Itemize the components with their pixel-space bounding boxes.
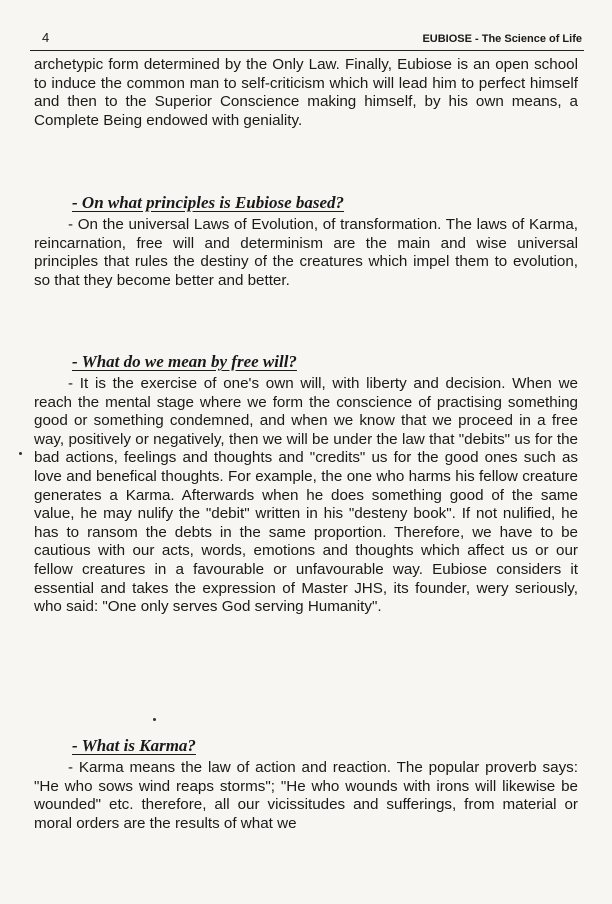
page-number: 4 xyxy=(42,30,50,45)
section-body-text: - It is the exercise of one's own will, with liberty and decision. When we reach the mental stage where we form the conscience of practising something good or something condemned, and when we know that we proceed in a free way, positively or negatively, then we will be under the law that "debits" us for the bad actions, feelings and thoughts and "credits" us for the good ones such as love and benefical thoughts. For example, the one who harms his fellow creature generates a Karma. Afterwards when he does something good of the same value, he may nulify the "debit" written in his "desteny book". If not nulified, he has to ransom the debts in the same proportion. Therefore, we have to be cautious with our acts, words, emotions and thoughts which affect us or our fellow creatures in a favourable or unfavourable way. Eubiose considers it essential and takes the expression of Master JHS, its founder, wery seriously, who said: "One only serves God serving Humanity". xyxy=(34,375,578,616)
section-heading: - What is Karma? xyxy=(72,736,196,755)
section-free-will xyxy=(34,352,578,617)
section-body xyxy=(34,759,578,833)
page-header xyxy=(30,30,584,51)
intro-paragraph-block xyxy=(34,56,578,130)
section-karma xyxy=(34,736,578,833)
print-speck xyxy=(153,718,156,721)
section-heading: - On what principles is Eubiose based? xyxy=(72,193,345,212)
section-body-text: - Karma means the law of action and reaction. The popular proverb says: "He who sows wind reaps storms"; "He who wounds with irons will likewise be wounded" etc. therefore, all our vicissitudes and sufferings, from material or moral orders are the results of what we xyxy=(34,759,578,832)
print-speck xyxy=(19,452,22,455)
intro-paragraph: archetypic form determined by the Only Law. Finally, Eubiose is an open school to induce the common man to self-criticism which will lead him to perfect himself and then to the Superior Conscience making himself, by his own means, a Complete Being endowed with geniality. xyxy=(34,56,578,129)
section-body-text: - On the universal Laws of Evolution, of transformation. The laws of Karma, reincarnation, free will and determinism are the main and wise universal principles that rules the destiny of the creatures which impel them to evolution, so that they become better and better. xyxy=(34,216,578,289)
section-heading: - What do we mean by free will? xyxy=(72,352,297,371)
section-body xyxy=(34,216,578,290)
section-principles xyxy=(34,193,578,290)
running-title: EUBIOSE - The Science of Life xyxy=(422,33,582,45)
section-body xyxy=(34,375,578,617)
